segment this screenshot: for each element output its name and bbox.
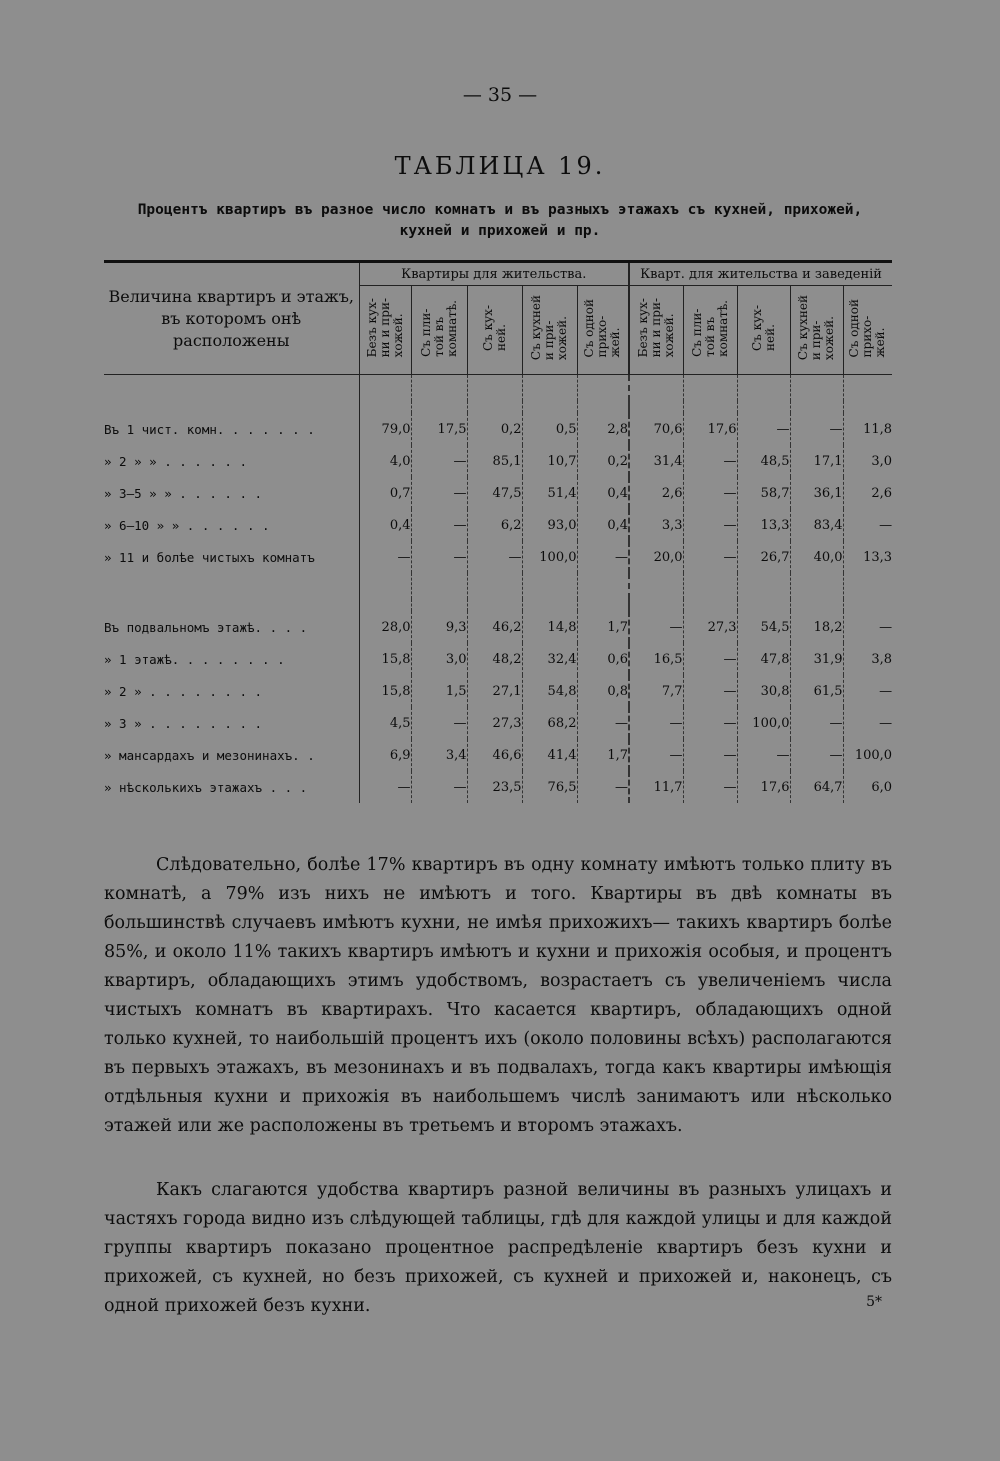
column-header-label: Безъ кух- ни и при- хожей. xyxy=(635,298,676,358)
row-label: » 3 » . . . . . . . . xyxy=(104,715,263,731)
table-row xyxy=(104,541,892,573)
table-cell: 3,4 xyxy=(411,739,467,771)
table-cell: 54,8 xyxy=(522,675,577,707)
column-header xyxy=(790,286,843,375)
table-cell: 4,0 xyxy=(359,445,411,477)
signature-mark: 5* xyxy=(866,1294,882,1310)
table-cell: — xyxy=(577,707,629,739)
table-row xyxy=(104,675,892,707)
table-cell: — xyxy=(843,509,892,541)
table-cell: 70,6 xyxy=(629,413,683,445)
table-cell: 6,2 xyxy=(467,509,522,541)
table-cell: — xyxy=(737,739,790,771)
spacer-row xyxy=(104,375,892,402)
table-cell: 68,2 xyxy=(522,707,577,739)
table-cell: 85,1 xyxy=(467,445,522,477)
table-row xyxy=(104,707,892,739)
table-cell: 17,6 xyxy=(737,771,790,803)
row-label: Въ 1 чист. комн. . . . . . . xyxy=(104,421,315,437)
table-cell: 0,2 xyxy=(467,413,522,445)
table-row xyxy=(104,413,892,445)
column-header-label: Съ одной прихо- жей. xyxy=(847,298,888,358)
spacer-row xyxy=(104,401,892,413)
table-cell: 26,7 xyxy=(737,541,790,573)
table-cell: — xyxy=(411,445,467,477)
statistics-table xyxy=(104,260,892,803)
row-label: » 6—10 » » . . . . . . xyxy=(104,517,270,533)
table-row xyxy=(104,445,892,477)
column-header-label: Съ кухней и при- хожей. xyxy=(529,295,569,361)
table-cell: 46,6 xyxy=(467,739,522,771)
table-cell: — xyxy=(683,675,737,707)
table-cell: — xyxy=(683,509,737,541)
table-cell: 41,4 xyxy=(522,739,577,771)
table-cell: 54,5 xyxy=(737,611,790,643)
column-header-label: Съ пли- той въ комнатѣ. xyxy=(418,299,459,357)
table-cell: 100,0 xyxy=(737,707,790,739)
row-label: » 1 этажѣ. . . . . . . . xyxy=(104,651,285,667)
spacer-row xyxy=(104,573,892,599)
table-title: ТАБЛИЦА 19. xyxy=(394,152,606,180)
table-cell: 79,0 xyxy=(359,413,411,445)
table-cell: 27,3 xyxy=(467,707,522,739)
table-cell: — xyxy=(411,509,467,541)
column-header-label: Безъ кух- ни и при- хожей. xyxy=(364,298,405,358)
group-header-residential: Квартиры для жительства. xyxy=(359,262,629,286)
table-cell: 47,8 xyxy=(737,643,790,675)
table-cell: 100,0 xyxy=(843,739,892,771)
table-cell: 47,5 xyxy=(467,477,522,509)
table-row xyxy=(104,643,892,675)
table-cell: 3,0 xyxy=(843,445,892,477)
column-header xyxy=(577,286,629,375)
table-cell: — xyxy=(683,707,737,739)
table-cell: — xyxy=(683,541,737,573)
table-cell: — xyxy=(790,739,843,771)
column-header xyxy=(359,286,411,375)
table-cell: 48,5 xyxy=(737,445,790,477)
page-number: — 35 — xyxy=(462,84,538,106)
column-header-label: Съ одной прихо- жей. xyxy=(582,298,623,358)
table-body xyxy=(104,375,892,804)
table-cell: 2,8 xyxy=(577,413,629,445)
table-cell: — xyxy=(683,739,737,771)
table-cell: 13,3 xyxy=(843,541,892,573)
table-row xyxy=(104,771,892,803)
table-cell: 2,6 xyxy=(843,477,892,509)
table-cell: 0,5 xyxy=(522,413,577,445)
column-header xyxy=(737,286,790,375)
table-cell: 0,6 xyxy=(577,643,629,675)
table-cell: — xyxy=(629,611,683,643)
table-cell: 36,1 xyxy=(790,477,843,509)
table-cell: 11,8 xyxy=(843,413,892,445)
table-cell: 14,8 xyxy=(522,611,577,643)
table-cell: 9,3 xyxy=(411,611,467,643)
table-cell: — xyxy=(359,541,411,573)
table-cell: — xyxy=(683,477,737,509)
table-cell: 15,8 xyxy=(359,675,411,707)
table-cell: — xyxy=(577,541,629,573)
table-cell: 1,7 xyxy=(577,611,629,643)
paragraph-1: Слѣдовательно, болѣе 17% квартиръ въ одну комнату имѣютъ только плиту въ комнатѣ, а 79% изъ нихъ не имѣютъ и того. Квартиры въ двѣ комнаты въ большинствѣ случаевъ имѣютъ кухни, не имѣя прихожихъ— такихъ квартиръ болѣе 85%, и около 11% такихъ квартиръ имѣютъ и кухни и прихожія особыя, и процентъ квартиръ, обладающихъ этимъ удобствомъ, возрастаетъ съ увеличеніемъ числа чистыхъ комнатъ въ квартирахъ. Что касается квартиръ, обладающихъ одной только кухней, то наибольшій процентъ ихъ (около половины всѣхъ) располагаются въ первыхъ этажахъ, въ мезонинахъ и въ подвалахъ, тогда какъ квартиры имѣющія отдѣльныя кухни и прихожія въ наибольшемъ числѣ занимаютъ или нѣсколько этажей или же расположены въ третьемъ и второмъ этажахъ. xyxy=(104,854,892,1136)
table-cell: — xyxy=(411,771,467,803)
table-cell: — xyxy=(843,611,892,643)
table-cell: 31,9 xyxy=(790,643,843,675)
table-cell: 1,5 xyxy=(411,675,467,707)
table-cell: 23,5 xyxy=(467,771,522,803)
column-header xyxy=(411,286,467,375)
table-subtitle: Процентъ квартиръ въ разное число комнатъ и въ разныхъ этажахъ съ кухней, прихожей, кухней и прихожей и пр. xyxy=(137,202,863,239)
table-cell: 20,0 xyxy=(629,541,683,573)
table-cell: 17,5 xyxy=(411,413,467,445)
table-cell: 3,0 xyxy=(411,643,467,675)
table-cell: 58,7 xyxy=(737,477,790,509)
row-label: Въ подвальномъ этажѣ. . . . xyxy=(104,619,308,635)
table-cell: 76,5 xyxy=(522,771,577,803)
table-cell: — xyxy=(683,643,737,675)
table-cell: 40,0 xyxy=(790,541,843,573)
table-cell: 2,6 xyxy=(629,477,683,509)
table-cell: — xyxy=(843,675,892,707)
row-label: » 2 » » . . . . . . xyxy=(104,453,247,469)
table-cell: 46,2 xyxy=(467,611,522,643)
table-cell: 27,1 xyxy=(467,675,522,707)
row-label: » мансардахъ и мезонинахъ. . xyxy=(104,747,315,763)
column-header-label: Съ кух- ней. xyxy=(749,304,777,351)
table-cell: 83,4 xyxy=(790,509,843,541)
table-cell: 27,3 xyxy=(683,611,737,643)
table-cell: — xyxy=(411,707,467,739)
table-cell: — xyxy=(411,541,467,573)
table-cell: 6,9 xyxy=(359,739,411,771)
table-cell: 11,7 xyxy=(629,771,683,803)
column-header-label: Съ кухней и при- хожей. xyxy=(796,295,837,361)
column-header-label: Съ пли- той въ комнатѣ. xyxy=(689,299,730,357)
table-cell: 4,5 xyxy=(359,707,411,739)
table-cell: 0,4 xyxy=(577,477,629,509)
table-cell: 0,8 xyxy=(577,675,629,707)
table-cell: — xyxy=(577,771,629,803)
table-cell: 48,2 xyxy=(467,643,522,675)
table-row xyxy=(104,739,892,771)
statistics-table-wrapper xyxy=(104,260,892,803)
table-cell: 64,7 xyxy=(790,771,843,803)
column-header xyxy=(467,286,522,375)
table-cell: 6,0 xyxy=(843,771,892,803)
table-cell: — xyxy=(629,739,683,771)
group-header-residential-commercial: Кварт. для жительства и заведеній xyxy=(629,262,892,286)
table-cell: 0,2 xyxy=(577,445,629,477)
table-cell: 13,3 xyxy=(737,509,790,541)
column-header-label: Съ кух- ней. xyxy=(480,304,508,351)
column-header xyxy=(629,286,683,375)
column-header xyxy=(522,286,577,375)
table-cell: 93,0 xyxy=(522,509,577,541)
paragraph-2: Какъ слагаются удобства квартиръ разной величины въ разныхъ улицахъ и частяхъ города видно изъ слѣдующей таблицы, гдѣ для каждой улицы и для каждой группы квартиръ показано процентное распредѣленіе квартиръ безъ кухни и прихожей, съ кухней, но безъ прихожей, съ кухней и прихожей и, наконецъ, съ одной прихожей безъ кухни. xyxy=(104,1179,892,1316)
table-cell: 18,2 xyxy=(790,611,843,643)
table-row xyxy=(104,477,892,509)
table-cell: — xyxy=(790,413,843,445)
table-cell: — xyxy=(411,477,467,509)
table-cell: — xyxy=(790,707,843,739)
column-header xyxy=(843,286,892,375)
row-label: » 3—5 » » . . . . . . xyxy=(104,485,263,501)
spacer-row xyxy=(104,599,892,611)
column-header xyxy=(683,286,737,375)
table-cell: 0,7 xyxy=(359,477,411,509)
row-header: Величина квартиръ и этажъ, въ которомъ онѣ расположены xyxy=(104,262,359,375)
table-cell: 17,6 xyxy=(683,413,737,445)
table-cell: 28,0 xyxy=(359,611,411,643)
header-group-row xyxy=(104,262,892,286)
table-cell: 0,4 xyxy=(577,509,629,541)
table-cell: 7,7 xyxy=(629,675,683,707)
table-cell: 1,7 xyxy=(577,739,629,771)
table-cell: — xyxy=(683,445,737,477)
table-cell: 15,8 xyxy=(359,643,411,675)
table-cell: 17,1 xyxy=(790,445,843,477)
table-cell: — xyxy=(359,771,411,803)
table-cell: 16,5 xyxy=(629,643,683,675)
table-cell: 100,0 xyxy=(522,541,577,573)
table-cell: 31,4 xyxy=(629,445,683,477)
table-cell: 32,4 xyxy=(522,643,577,675)
table-cell: 61,5 xyxy=(790,675,843,707)
row-label: » 2 » . . . . . . . . xyxy=(104,683,263,699)
table-cell: 10,7 xyxy=(522,445,577,477)
table-cell: — xyxy=(683,771,737,803)
row-label: » нѣсколькихъ этажахъ . . . xyxy=(104,779,308,795)
table-cell: 0,4 xyxy=(359,509,411,541)
row-label: » 11 и болѣе чистыхъ комнатъ xyxy=(104,549,315,565)
table-cell: 3,8 xyxy=(843,643,892,675)
table-row xyxy=(104,611,892,643)
table-cell: 3,3 xyxy=(629,509,683,541)
table-cell: — xyxy=(843,707,892,739)
table-cell: — xyxy=(737,413,790,445)
table-cell: 30,8 xyxy=(737,675,790,707)
table-cell: — xyxy=(629,707,683,739)
table-row xyxy=(104,509,892,541)
table-cell: — xyxy=(467,541,522,573)
table-cell: 51,4 xyxy=(522,477,577,509)
